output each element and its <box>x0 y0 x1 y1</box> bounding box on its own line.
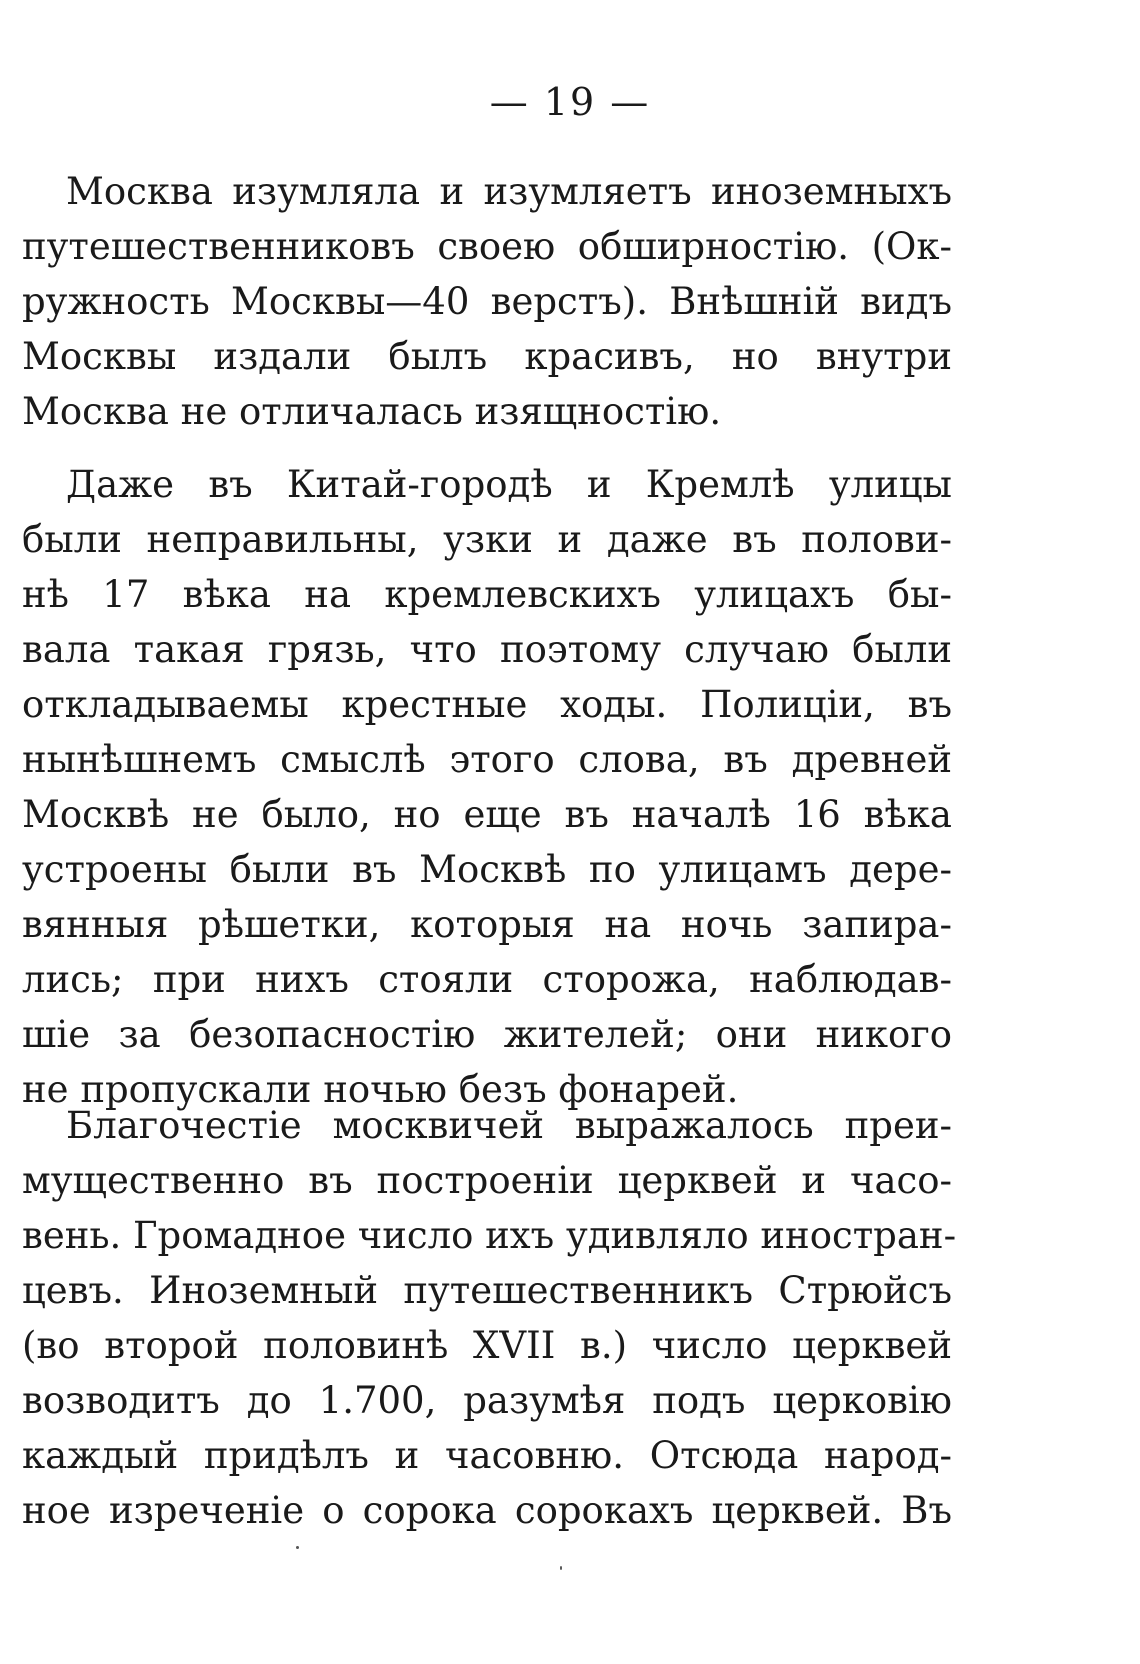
text-line: нѣ 17 вѣка на кремлевскихъ улицахъ бы- <box>22 573 952 616</box>
text-line: нынѣшнемъ смыслѣ этого слова, въ древней <box>22 738 952 781</box>
speck <box>560 1566 562 1570</box>
text-line: откладываемы крестные ходы. Полиціи, въ <box>22 683 952 726</box>
text-line: вянныя рѣшетки, которыя на ночь запира- <box>22 903 952 946</box>
paragraph-moscow-size <box>22 164 952 439</box>
text-line: цевъ. Иноземный путешественникъ Стрюйсъ <box>22 1269 952 1312</box>
paragraph-piety <box>22 1098 957 1538</box>
text-line: ружность Москвы—40 верстъ). Внѣшній видъ <box>22 280 952 323</box>
text-line: не пропускали ночью безъ фонарей. <box>22 1068 739 1111</box>
text-line: устроены были въ Москвѣ по улицамъ дере- <box>22 848 952 891</box>
text-line: (во второй половинѣ XVII в.) число церквей <box>22 1324 952 1367</box>
text-line: Москвѣ не было, но еще въ началѣ 16 вѣка <box>22 793 952 836</box>
text-line: ное изреченіе о сорока сорокахъ церквей. Въ <box>22 1489 952 1532</box>
text-line: мущественно въ построеніи церквей и часо- <box>22 1159 952 1202</box>
text-line: вень. Громадное число ихъ удивляло иностран- <box>22 1214 957 1257</box>
page-number: — 19 — <box>489 80 651 124</box>
text-line: были неправильны, узки и даже въ полови- <box>22 518 952 561</box>
text-line: вала такая грязь, что поэтому случаю были <box>22 628 952 671</box>
text-line: путешественниковъ своею обширностію. (Ок- <box>22 225 952 268</box>
text-line: каждый придѣлъ и часовню. Отсюда народ- <box>22 1434 952 1477</box>
speck <box>296 1546 299 1549</box>
text-line: возводитъ до 1.700, разумѣя подъ церковію <box>22 1379 952 1422</box>
text-line: Москва изумляла и изумляетъ иноземныхъ <box>66 170 952 213</box>
text-line: Москвы издали былъ красивъ, но внутри <box>22 335 952 378</box>
paragraph-streets <box>22 457 952 1117</box>
text-line: Москва не отличалась изящностію. <box>22 390 722 433</box>
text-line: лись; при нихъ стояли сторожа, наблюдав- <box>22 958 952 1001</box>
text-line: Даже въ Китай-городѣ и Кремлѣ улицы <box>66 463 952 506</box>
text-line: Благочестіе москвичей выражалось преи- <box>66 1104 952 1147</box>
text-line: шіе за безопасностію жителей; они никого <box>22 1013 952 1056</box>
